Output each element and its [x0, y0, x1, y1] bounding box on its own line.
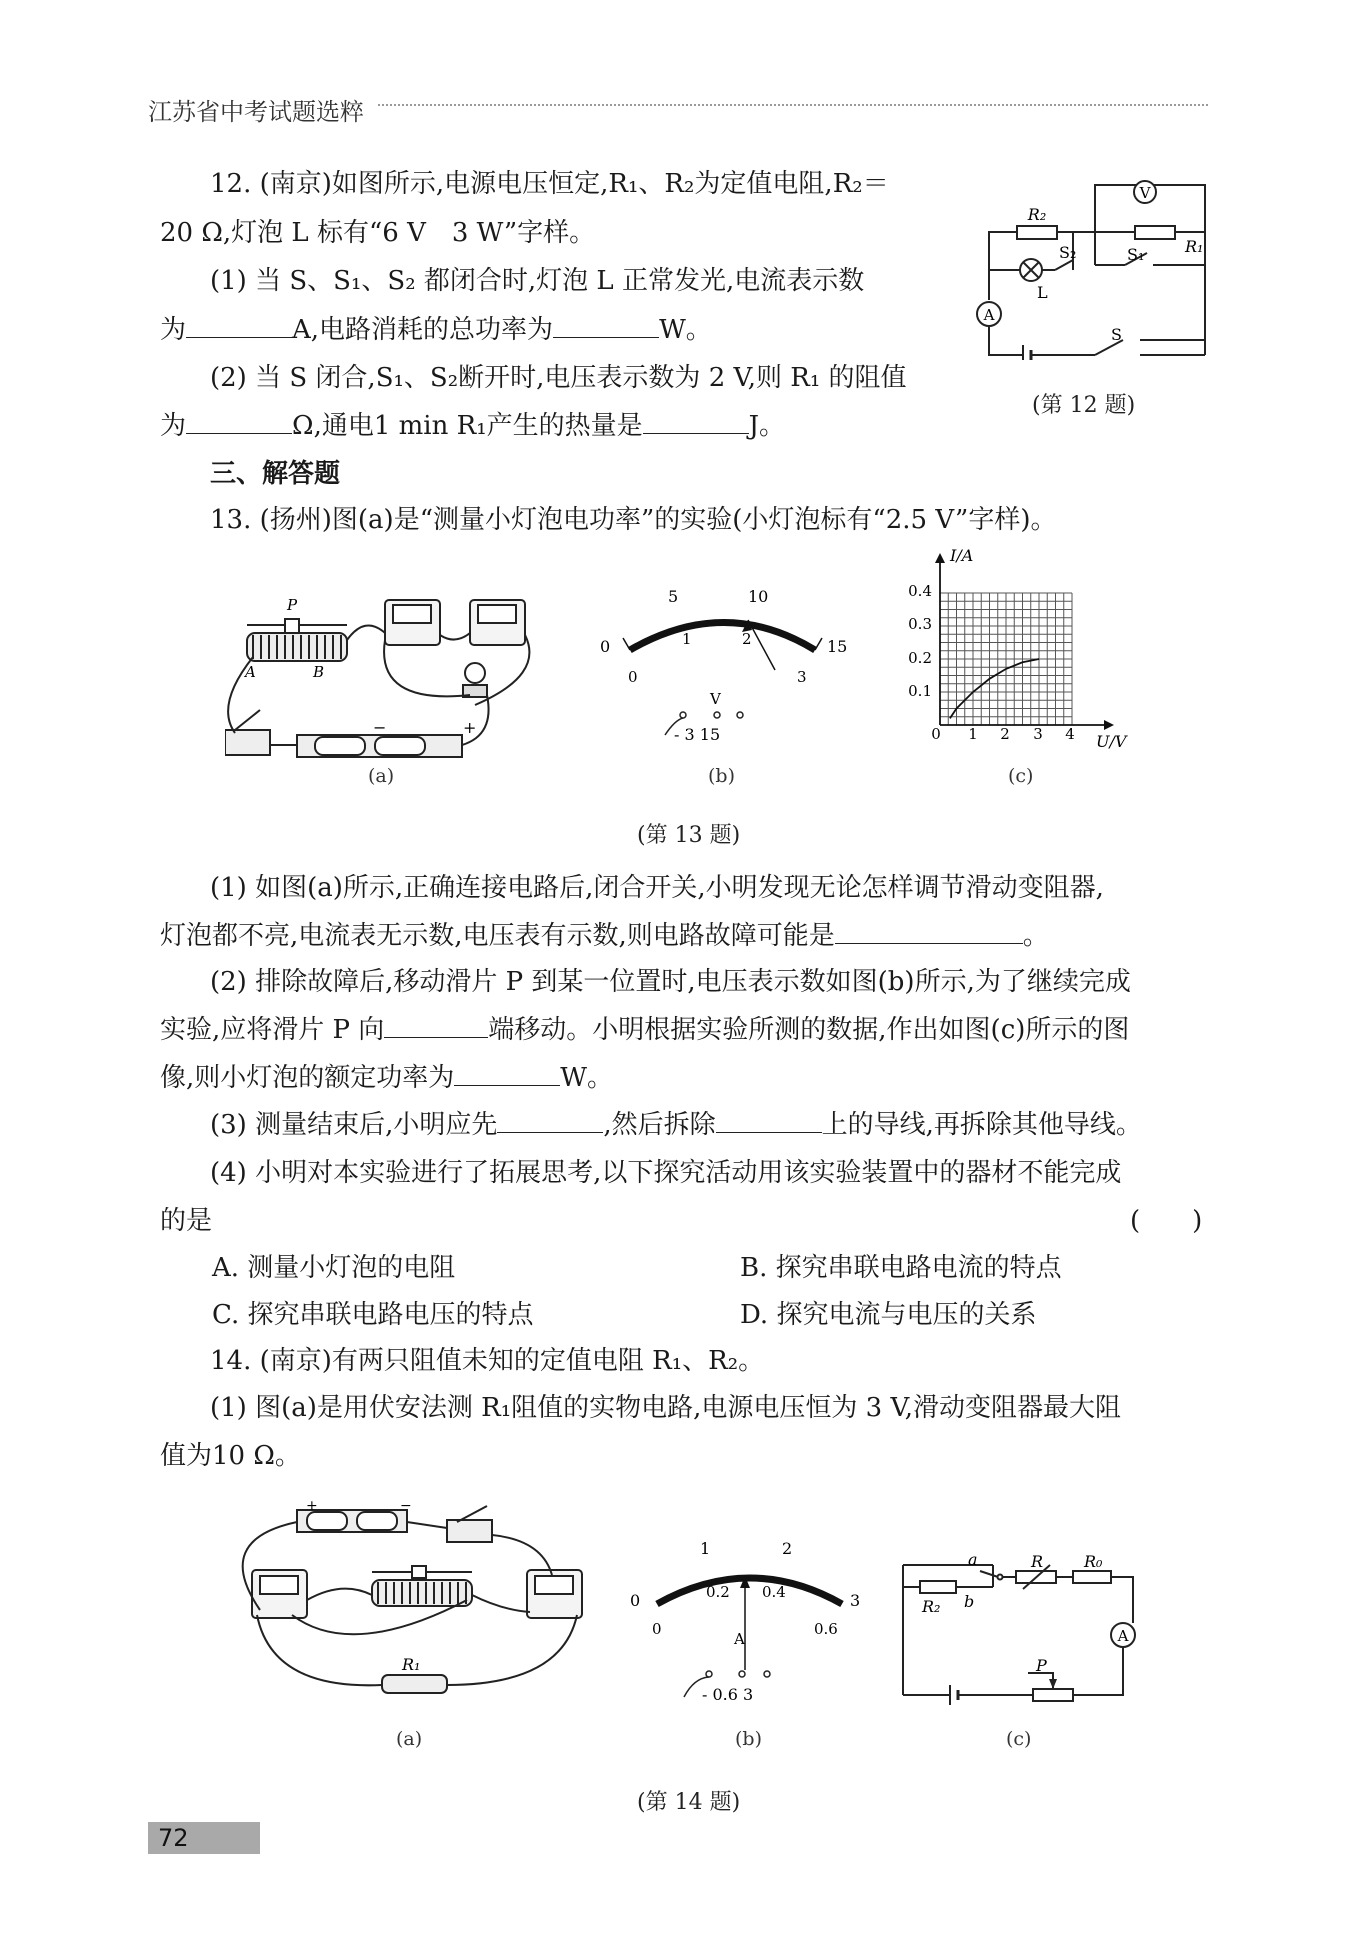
answer-blank[interactable] [186, 313, 292, 338]
answer-parentheses[interactable]: ( ) [1130, 1206, 1203, 1236]
x-tick-4: 4 [1065, 725, 1075, 743]
dial-outer-2: 2 [782, 1539, 793, 1558]
q13-part2-b [160, 1012, 1129, 1048]
q12-line1: 12. (南京)如图所示,电源电压恒定,R₁、R₂为定值电阻,R₂＝ [210, 169, 889, 199]
dial-outer-0: 0 [600, 637, 611, 656]
dial-inner-1: 1 [682, 630, 692, 648]
q14-fig-c-label: (c) [1006, 1728, 1032, 1750]
q12-line2: 20 Ω,灯泡 L 标有“6 V 3 W”字样。 [160, 218, 596, 248]
rheostat-r-label: R [1031, 1555, 1044, 1571]
dial-inner-2: 2 [742, 630, 752, 648]
dial-outer-15: 15 [827, 637, 848, 656]
s2-label: S₂ [1059, 243, 1077, 262]
x-tick-2: 2 [1000, 725, 1010, 743]
slider-p-label: P [287, 596, 298, 614]
r1-resistor-label: R₁ [402, 1655, 421, 1674]
option-a[interactable]: A. 测量小灯泡的电阻 [212, 1253, 456, 1283]
q13-part1-b-text: 灯泡都不亮,电流表无示数,电压表有示数,则电路故障可能是 [160, 921, 835, 951]
battery-plus-label: + [306, 1500, 318, 1514]
q13-fig-a-apparatus [225, 585, 545, 765]
q13-part3 [210, 1107, 1142, 1143]
dial-terminals: - 3 15 [674, 725, 721, 744]
section-heading: 三、解答题 [210, 459, 341, 489]
answer-blank[interactable] [643, 409, 749, 434]
s-label: S [1111, 325, 1122, 344]
dial-outer-10: 10 [748, 587, 769, 606]
q12-part2-b-pre: 为 [160, 411, 187, 441]
x-tick-1: 1 [968, 725, 978, 743]
dial-terminals: - 0.6 3 [702, 1685, 754, 1704]
q13-part4-a: (4) 小明对本实验进行了拓展思考,以下探究活动用该实验装置中的器材不能完成 [210, 1158, 1122, 1188]
q13-part4-b: 的是 [160, 1206, 213, 1236]
dial-outer-0: 0 [630, 1591, 641, 1610]
dial-outer-1: 1 [700, 1539, 711, 1558]
q13-fig-c-label: (c) [1008, 765, 1034, 787]
r2-label: R₂ [1027, 205, 1047, 224]
q12-part1-b [160, 312, 712, 348]
page-number: 72 [158, 1824, 189, 1852]
ammeter-label: A [1117, 1627, 1129, 1645]
slider-p-label: P [1036, 1656, 1047, 1675]
dial-outer-3: 3 [850, 1591, 861, 1610]
dial-unit: A [734, 1630, 745, 1648]
q13-part2-c-end: W。 [560, 1063, 613, 1093]
battery-minus-label: − [373, 718, 387, 737]
iu-curve [950, 659, 1039, 718]
x-axis-label: U/V [1096, 732, 1127, 750]
voltmeter-label: V [1139, 184, 1151, 202]
answer-blank[interactable] [384, 1013, 488, 1038]
dial-inner-0.4: 0.4 [762, 1583, 786, 1601]
q13-intro: 13. (扬州)图(a)是“测量小灯泡电功率”的实验(小灯泡标有“2.5 V”字样)。 [210, 505, 1057, 535]
answer-blank[interactable] [497, 1108, 603, 1133]
answer-blank[interactable] [454, 1061, 560, 1086]
q13-part3-end: 上的导线,再拆除其他导线。 [821, 1110, 1142, 1140]
q13-part1-b-end: 。 [1022, 921, 1049, 951]
q13-part3-mid: ,然后拆除 [603, 1110, 716, 1140]
x-tick-3: 3 [1033, 725, 1043, 743]
dial-inner-3: 3 [797, 668, 807, 686]
dial-inner-0.2: 0.2 [706, 1583, 730, 1601]
answer-blank[interactable] [553, 313, 659, 338]
q13-part3-pre: (3) 测量结束后,小明应先 [210, 1110, 498, 1140]
q13-iu-graph [900, 545, 1140, 750]
q13-part2-c-pre: 像,则小灯泡的额定功率为 [160, 1063, 455, 1093]
q13-part1-b [160, 918, 1049, 954]
q14-fig-a-apparatus [232, 1500, 607, 1705]
q12-caption: (第 12 题) [1032, 393, 1136, 418]
switch-a-label: a [968, 1555, 978, 1569]
terminal-b-label: B [313, 663, 325, 681]
q13-part2-a: (2) 排除故障后,移动滑片 P 到某一位置时,电压表示数如图(b)所示,为了继续完成 [210, 967, 1131, 997]
switch-b-label: b [964, 1592, 975, 1611]
q13-part2-c [160, 1060, 613, 1096]
header-rule [378, 104, 1208, 106]
q14-intro: 14. (南京)有两只阻值未知的定值电阻 R₁、R₂。 [210, 1346, 765, 1376]
q14-fig-b-label: (b) [735, 1728, 762, 1750]
s1-label: S₁ [1127, 245, 1145, 264]
q12-part1-b-mid: A,电路消耗的总功率为 [292, 315, 554, 345]
q12-part2-b [160, 408, 785, 444]
y-tick-0.2: 0.2 [908, 649, 932, 667]
q12-part1-a: (1) 当 S、S₁、S₂ 都闭合时,灯泡 L 正常发光,电流表示数 [210, 266, 865, 296]
dial-inner-0.6: 0.6 [814, 1620, 838, 1638]
battery-plus-label: + [463, 718, 477, 737]
terminal-a-label: A [245, 663, 256, 681]
q13-fig-a-label: (a) [368, 765, 395, 787]
y-tick-0.1: 0.1 [908, 682, 932, 700]
y-axis-arrow [935, 553, 945, 563]
dial-outer-5: 5 [668, 587, 679, 606]
option-d[interactable]: D. 探究电流与电压的关系 [740, 1300, 1037, 1330]
q14-ammeter-dial [622, 1532, 882, 1712]
r2-label: R₂ [922, 1597, 941, 1616]
battery-minus-label: − [400, 1500, 412, 1514]
r0-label: R₀ [1084, 1555, 1103, 1571]
q12-part2-a: (2) 当 S 闭合,S₁、S₂断开时,电压表示数为 2 V,则 R₁ 的阻值 [210, 363, 907, 393]
option-b[interactable]: B. 探究串联电路电流的特点 [740, 1253, 1062, 1283]
q13-part2-b-end: 端移动。小明根据实验所测的数据,作出如图(c)所示的图 [488, 1015, 1130, 1045]
y-tick-0.4: 0.4 [908, 582, 932, 600]
q14-fig-c-circuit [898, 1555, 1143, 1705]
q13-voltmeter-dial [590, 580, 860, 750]
q12-part1-b-end: W。 [659, 315, 712, 345]
answer-blank[interactable] [186, 409, 292, 434]
q12-part2-b-end: J。 [748, 411, 786, 441]
dial-inner-0: 0 [628, 668, 638, 686]
option-c[interactable]: C. 探究串联电路电压的特点 [212, 1300, 534, 1330]
answer-blank[interactable] [835, 919, 1023, 944]
r1-label: R₁ [1185, 237, 1204, 256]
q12-part2-b-mid: Ω,通电1 min R₁产生的热量是 [292, 411, 643, 441]
y-axis-label: I/A [950, 546, 974, 565]
dial-unit: V [710, 690, 721, 708]
q12-part1-b-pre: 为 [160, 315, 187, 345]
q13-part2-b-pre: 实验,应将滑片 P 向 [160, 1015, 385, 1045]
x-tick-0: 0 [931, 725, 941, 743]
lamp-label: L [1037, 283, 1048, 302]
q13-fig-b-label: (b) [708, 765, 735, 787]
q14-fig-a-label: (a) [396, 1728, 423, 1750]
q14-caption: (第 14 题) [637, 1790, 741, 1815]
q13-part1-a: (1) 如图(a)所示,正确连接电路后,闭合开关,小明发现无论怎样调节滑动变阻器, [210, 873, 1104, 903]
x-axis-arrow [1104, 720, 1114, 730]
q13-caption: (第 13 题) [637, 823, 741, 848]
y-tick-0.3: 0.3 [908, 615, 932, 633]
answer-blank[interactable] [716, 1108, 822, 1133]
ammeter-label: A [983, 306, 995, 324]
running-header: 江苏省中考试题选粹 [148, 98, 364, 126]
q12-circuit-diagram [975, 180, 1220, 360]
q14-part1-a: (1) 图(a)是用伏安法测 R₁阻值的实物电路,电源电压恒为 3 V,滑动变阻器最大阻 [210, 1393, 1121, 1423]
q14-part1-b: 值为10 Ω。 [160, 1441, 301, 1471]
dial-inner-0: 0 [652, 1620, 662, 1638]
